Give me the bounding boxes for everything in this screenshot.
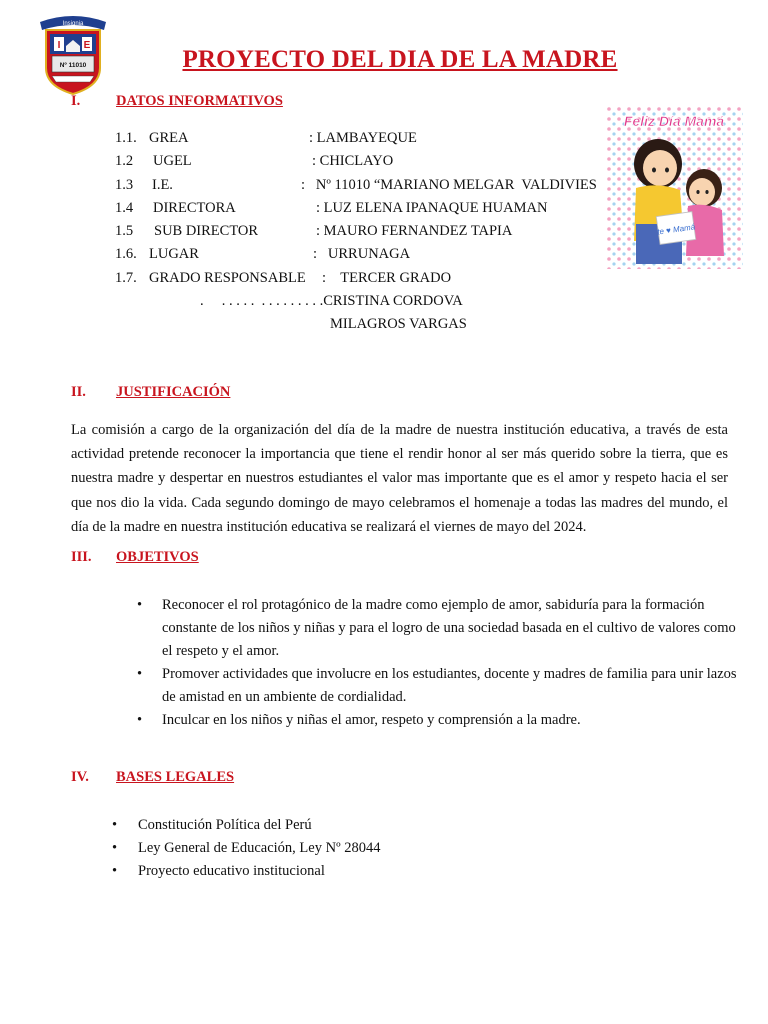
section-number: IV.	[71, 769, 89, 785]
info-number: 1.4	[115, 200, 134, 216]
info-label: GREA	[149, 130, 189, 146]
info-number: 1.1.	[115, 130, 137, 146]
info-number: 1.7.	[115, 270, 137, 286]
info-value: : LUZ ELENA IPANAQUE HUAMAN	[316, 200, 548, 216]
info-number: 1.2	[115, 153, 134, 169]
section-title: JUSTIFICACIÓN	[116, 384, 231, 400]
page-title: PROYECTO DEL DIA DE LA MADRE	[182, 46, 618, 73]
list-item: • Proyecto educativo institucional	[112, 860, 512, 883]
info-label: DIRECTORA	[153, 200, 236, 216]
objectives-list	[137, 594, 737, 732]
info-value: : URRUNAGA	[313, 246, 411, 262]
info-label: LUGAR	[149, 246, 199, 262]
section-title: OBJETIVOS	[116, 549, 199, 565]
section-title: BASES LEGALES	[116, 769, 235, 785]
info-value: : MAURO FERNANDEZ TAPIA	[316, 223, 513, 239]
responsable-line: . . . . . . . . . . . . . . .CRISTINA CORDOVA	[200, 293, 463, 309]
list-item: • Inculcar en los niños y niñas el amor, respeto y comprensión a la madre.	[137, 709, 737, 732]
card-text: te ♥ Mamá	[656, 222, 696, 237]
section-number: III.	[71, 549, 92, 565]
section-title: DATOS INFORMATIVOS	[116, 93, 283, 109]
info-value: : Nº 11010 “MARIANO MELGAR VALDIVIES	[301, 177, 597, 193]
info-number: 1.5	[115, 223, 134, 239]
list-item: • Promover actividades que involucre en los estudiantes, docente y madres de familia para unir lazos de amistad en un ambiente de cordialidad.	[137, 663, 737, 709]
info-label: I.E.	[152, 177, 173, 193]
section-number: I.	[71, 93, 81, 109]
logo-badge-text: Nº 11010	[59, 62, 87, 69]
info-number: 1.3	[115, 177, 134, 193]
list-item: • Reconocer el rol protagónico de la madre como ejemplo de amor, sabiduría para la formación constante de los niños y niñas y para el logro de una sociedad basada en el cultivo de valores como el respeto y el amor.	[137, 594, 737, 663]
section-number: II.	[71, 384, 86, 400]
svg-text:E: E	[83, 40, 91, 51]
info-value: : CHICLAYO	[312, 153, 394, 169]
list-item: • Constitución Política del Perú	[112, 814, 512, 837]
info-label: GRADO RESPONSABLE	[149, 270, 306, 286]
logo-banner-text: Insignia	[62, 21, 84, 27]
picture-caption: Feliz Día Mamá	[623, 113, 725, 129]
info-label: SUB DIRECTOR	[154, 223, 259, 239]
info-value: : TERCER GRADO	[322, 270, 452, 286]
responsable-line: MILAGROS VARGAS	[330, 316, 467, 332]
info-number: 1.6.	[115, 246, 137, 262]
legal-bases-list	[112, 814, 512, 883]
info-label: UGEL	[153, 153, 192, 169]
justification-paragraph: La comisión a cargo de la organización del día de la madre de nuestra institución educativa, a través de esta actividad pretende reconocer la importancia que tiene el rendir honor al ser más querido sobre la tierra, que es nuestra madre y despertar en nuestros estudiantes el valor mas importante que es el amor y respeto hacia el ser que nos dio la vida. Cada segundo domingo de mayo celebramos el homenaje a todas las madres del mundo, el día de la madre en nuestra institución educativa se realizará el viernes de mayo del 2024.	[71, 422, 728, 535]
svg-text:I: I	[57, 40, 61, 51]
list-item: • Ley General de Educación, Ley Nº 28044	[112, 837, 512, 860]
info-value: : LAMBAYEQUE	[309, 130, 417, 146]
mothers-day-illustration	[606, 106, 743, 269]
